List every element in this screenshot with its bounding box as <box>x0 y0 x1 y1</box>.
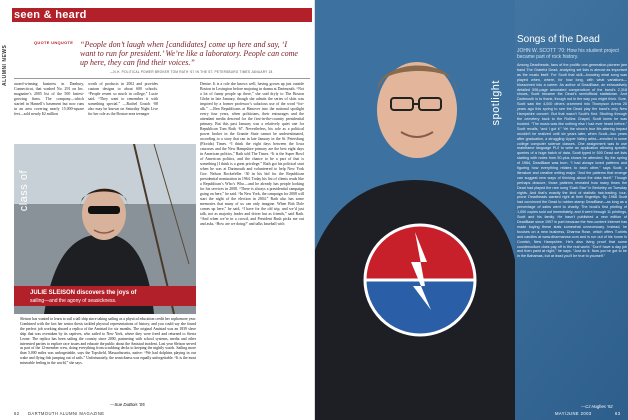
footer-page-number: 62 <box>14 411 20 416</box>
quote-tag: QUOTE UNQUOTE <box>34 40 74 45</box>
caption-subhead: sailing—and the agony of seasickness. <box>30 298 117 304</box>
spotlight-label: spotlight <box>490 80 502 126</box>
quote-citation: —N.H. POLITICAL POWER BROKER TOM RATH ‘67 IN THE ST. PETERSBURG TIMES JANUARY 18 <box>110 70 273 74</box>
article-column-1: award-winning business in Danbury, Connecticut, that washed No. 291 on Inc. magazine’s 2005 list of the 500 fastest-growing firms. The company—which started in Hansell’s basement but now runs in an area covering nearly 15,000-square feet—sold nearly $2 million <box>14 82 84 116</box>
section-title: seen & heard <box>14 9 87 21</box>
article-byline: —CJ Hughes ’92 <box>581 404 613 409</box>
section-label: ALUMNI NEWS <box>2 44 8 86</box>
pull-quote: “People don’t laugh when [candidates] come up here and say, ‘I want to run for president.’ We’re like a laboratory. People can come up here, they can find their voices.” <box>80 40 298 67</box>
footer-magazine: DARTMOUTH ALUMNI MAGAZINE <box>28 411 105 416</box>
caption-headline: JULIE SLEISON discovers the joys of <box>30 290 137 296</box>
divider <box>14 78 310 79</box>
class-of-label: class of <box>18 170 30 212</box>
right-page <box>314 0 628 420</box>
article-title: Songs of the Dead <box>517 34 600 45</box>
footer-page-number: 63 <box>615 411 621 416</box>
article-subhead: JOHN W. SCOTT ’70: How his student project became part of rock history. <box>517 48 619 60</box>
caption-byline: —Sue DuBois ’05 <box>110 402 145 407</box>
footer-date: MAY/JUNE 2003 <box>555 411 592 416</box>
article-column-2: worth of products in 2002 and provides custom designs to about 600 schools. “People resent so much in college,” Lucie said. “They want to remember it with something special.” —Rachel Gratch ‘08 also may be known on Saturday Night Live for her role as the Boston-area teenager <box>88 82 158 116</box>
caption-body: Sleison has wanted to learn to sail a tall ship since taking sailing as a physical education credit her sophomore year. Combined with the fact her senior thesis tackled physical representations of history, and you could say she found the perfect job working aboard a replica of the Amistad for six months. The original Amistad was an 1839 slave ship that was overtaken by its captives, who sailed to New York, where they were freed and returned to Sierra Leone. The replica has been sailing the country since 2000, partnering with school systems, media and other interested parties to explore race issues and educate the public about the Amistad incident. Last year Sleison served as part of the 12-member crew, doing everything from scrubbing decks to keeping the nightly watch. Sailing more than 5,000 miles was unforgettable, says the Topsfield, Massachusetts, native: “We had dolphins playing in our wake and flying fish jumping out of sails.” Unfortunately, the seasickness was equally unforgettable. “It is the most miserable feeling in the world,” she says. <box>20 317 196 366</box>
article-body: Among Deadheads, fans of the prolific one-generation-pioneer jam band The Grateful Dead, analyzing set lists is almost as important as the music itself. For Scott that skill—knowing what song was played when, where, for how long, with what variations—blossomed into a career. As author of DeadBase, an exhaustively detailed 596-page annotated compendium of the band’s 2,318 shows, Scott became the Dead’s semiofficial statistician. And Dartmouth is to thank, though not in the way you might think. Sure, Scott saw the 4,000 others crammed into Thompson Arena 25 years ago this spring to see the Dead play the band’s only New Hampshire concert. But that wasn’t Scott’s first. Strolling through the cemetery back to the Rollins Chapel, Scott knew he was hooked. “The music was like nothing else I had ever heard before,” Scott recalls, “and I got it.” Yet the show’s true life-altering impact wouldn’t be realized until six years later, when Scott—two years after graduation, a struggling Upper Valley artist—enrolled in some college computer science classes. One assignment was to use mainframe language PL/I to write an application allowing specific queries of a huge batch of data. Scott typed in 500 Dead set lists starting with notes from 50-plus shows he attended. By the spring of 1984, DeadBase was born. “I had always loved patterns and figuring how everything relates to each other,” says Scott, a literature and creative writing major. “And the patterns that emerge can suggest new ways of thinking about the data itself.” Though perhaps obscure, those patterns revealed how many times the Dead had played the rare song “Dark Star” in Berkeley on Tuesday nights. And that’s exactly the kind of statistic hair-trading, tour-prone Deadheads wanted right at their fingertips. By 1988 Scott had convinced the Dead to rubber-stamp DeadBase—as long as a percentage of sales went to charity. The book’s first printing of 1,000 copies sold out immediately, and it went through 11 printings, Scott and his family. He hasn’t published a new edition of DeadBase since 1997 in part because the free-content Internet has made buying these stats somewhat unnecessary. Instead, he focuses on a new business, Dharma Rose, which offers T-shirts and candles at www.dharmarose.com and is run out of his home in Cornish, New Hampshire. He’s also living proof that some counterculture does pay off in the real world. “Don’t have a day job and then paint at night,” he says. “Just do it. Now you’ve got to be in the Bahamas, but at least you’ll be true to yourself.” <box>517 63 627 259</box>
article-column-3: Denise. It is a role she knows well, having grown up just outside Boston in Lexington before majoring in drama at Dartmouth. “Not a lot of funny people up there,” she said dryly to The Boston Globe in late January, though she admits the series of skits was inspired by a former professor’s salacious use of the word “for-ulk.” —Ben Republicans at Hanover into the national spotlight every four years, when politicians, their entourages and the attendant media descend for the first-in-the-country presidential primary. But this past January was a relatively quiet one for Republican Tom Rath ‘67. Nevertheless, his role as a political power broker in the Granite State cannot be underestimated, according to a story that ran in late January in the St. Petersburg (Florida) Times. “I think the eight days between the Iowa caucuses and the New Hampshire primary are the best eight days in American politics,” Rath told The Times. “It is the Super Bowl of American politics, and the chance to be a part of that is something [I think is a great privilege.” Rath got his political start when he was at Dartmouth and volunteered to help New York Gov. Nelson Rockefeller ‘30 in his bid for the Republican presidential nomination in 1964. Today his list of clients reads like a Republican’s Who’s Who—and he already has people looking for his services in 2008. “There is always a presidential campaign going on here,” he said. “In New York, the campaign for 2008 will start the night of the election in 2004.” Rath also has some memories that many of us can only imagine. When Bob Dole comes up here,” he said, “I have for the old trip, and we’d just talk, not as majority leader and driver but as friends,” said Rath. “And when we’re in a crowd, and President Bush picks me out and asks, ‘How are we doing?’ and talks baseball with <box>200 82 304 226</box>
